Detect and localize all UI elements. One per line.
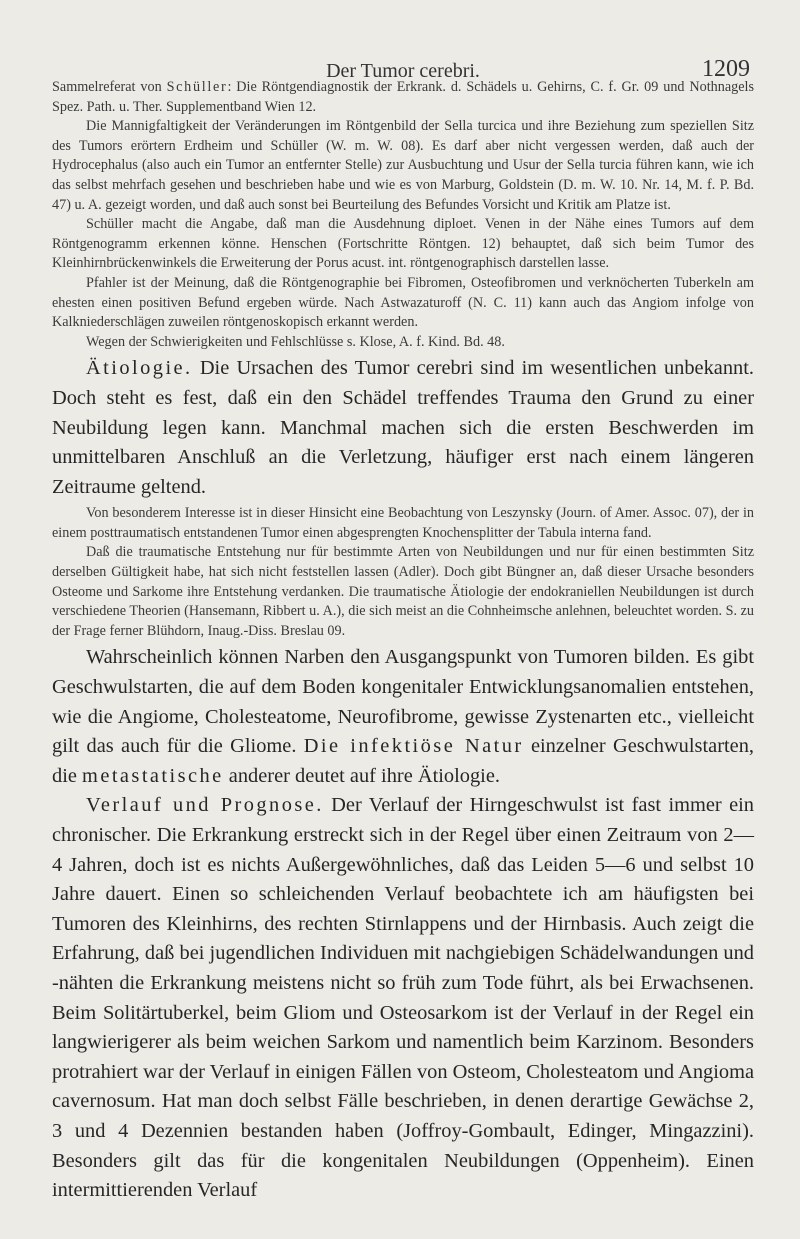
reference-lead: Sammelreferat von [52,79,162,95]
aetiologie-paragraph [52,354,754,502]
wahrscheinlich-text-middle: einzelner Geschwulstarten, die [52,735,754,787]
reference-author: Schüller [166,79,228,95]
reference-paragraph [52,78,754,117]
verlauf-text: Der Verlauf der Hirngeschwulst ist fast immer ein chronischer. Die Erkrankung erstreckt sich in der Regel über einen Zeitraum von 2—4 Jahren, doch ist es nichts Außergewöhnliches, daß das Leiden 5—6 und selbst 10 Jahre dauert. Einen so schleichenden Verlauf beobachtete ich am häufigsten bei Tumoren des Kleinhirns, des rechten Stirnlappens und der Hirnbasis. Auch zeigt die Erfahrung, daß bei jugendlichen Individuen mit nachgiebigen Schädelwandungen und -nähten die Erkrankung meistens nicht so früh zum Tode führt, als bei Erwachsenen. Beim Solitärtuberkel, beim Gliom und Osteosarkom ist der Verlauf in der Regel ein langwierigerer als beim weichen Sarkom und namentlich beim Karzinom. Besonders protrahiert war der Verlauf in einigen Fällen von Osteom, Cholesteatom und Angioma cavernosum. Hat man doch selbst Fälle beschrieben, in denen derartige Gewächse 2, 3 und 4 Dezennien bestanden haben (Joffroy-Gombault, Edinger, Mingazzini). Besonders gilt das für die kongenitalen Neubildungen (Oppenheim). Einen intermittierenden Verlauf [52,794,754,1202]
wahrscheinlich-text-after: anderer deutet auf ihre Ätiologie. [223,764,500,787]
verlauf-heading: Verlauf und Prognose. [86,794,324,817]
aetiologie-notes [52,504,754,641]
note-paragraph: Daß die traumatische Entstehung nur für bestimmte Arten von Neubildungen und nur für einen bestimmten Sitz derselben Gültigkeit habe, hat sich nicht feststellen lassen (Adler). Doch gibt Büngner an, daß dieser Ursache besonders Osteome und Sarkome ihre Entstehung verdanken. Die traumatische Ätiologie der endokraniellen Neubildungen ist durch verschiedene Theorien (Hansemann, Ribbert u. A.), die sich meist an die Cohnheimsche anlehnen, beleuchtet worden. S. zu der Frage ferner Blühdorn, Inaug.-Diss. Breslau 09. [52,544,754,639]
aetiologie-text: Die Ursachen des Tumor cerebri sind im wesentlichen unbekannt. Doch steht es fest, daß ein den Schädel treffendes Trauma den Grund zu einer Neubildung legen kann. Manchmal machen sich die ersten Beschwerden im unmittelbaren Anschluß an die Verletzung, häufiger erst nach einem längeren Zeitraume geltend. [52,357,754,498]
note-paragraph: Pfahler ist der Meinung, daß die Röntgenographie bei Fibromen, Osteofibromen und verknöcherten Tuberkeln am ehesten einen positiven Befund ergeben würde. Nach Astwazaturoff (N. C. 11) kann auch das Angiom infolge von Kalkniederschlägen zuweilen röntgenoskopisch erkannt werden. [52,274,754,331]
note-paragraph: Die Mannigfaltigkeit der Veränderungen im Röntgenbild der Sella turcica und ihre Beziehung zum speziellen Sitz des Tumors erörtern Erdheim und Schüller (W. m. W. 08). Es darf aber nicht vergessen werden, daß auch der Hydrocephalus (also auch ein Tumor an entfernter Stelle) zur Ausbuchtung und Usur der Sella turcia führen kann, wie ich das selbst mehrfach gesehen und beschrieben habe und wie es von Marburg, Goldstein (D. m. W. 10. Nr. 14, M. f. P. Bd. 47) u. A. gezeigt worden, und daß auch sonst bei Beurteilung des Befundes Vorsicht und Kritik am Platze ist. [52,118,754,213]
verlauf-paragraph [52,791,754,1205]
running-head [52,0,754,82]
note-paragraph: Schüller macht die Angabe, daß man die Ausdehnung diploet. Venen in der Nähe eines Tumors auf dem Röntgenogramm erkennen könne. Henschen (Fortschritte Röntgen. 12) behauptet, daß sich beim Tumor des Kleinhirnbrückenwinkels die Erweiterung der Porus acust. int. röntgenographisch darstellen lasse. [52,216,754,272]
page-number: 1209 [702,56,750,82]
emphasis-metastatische: metastatische [82,764,224,787]
aetiologie-heading: Ätiologie. [86,357,193,380]
running-title: Der Tumor cerebri. [326,60,480,82]
reference-text: : Die Röntgendiagnostik der Erkrank. d. Schädels u. Gehirns, C. f. Gr. 09 und Nothnagels Spez. Path. u. Ther. Supplementband Wien 12. [52,79,755,115]
wahrscheinlich-paragraph [52,643,754,791]
note-paragraph: Wegen der Schwierigkeiten und Fehlschlüsse s. Klose, A. f. Kind. Bd. 48. [86,333,505,350]
emphasis-infektioese-natur: Die infektiöse Natur [303,735,524,758]
note-paragraph: Von besonderem Interesse ist in dieser Hinsicht eine Beobachtung von Leszynsky (Journ. of Amer. Assoc. 07), der in einem posttraumatisch entstandenen Tumor einen abgesprengten Knochensplitter der Tabula interna fand. [52,505,754,541]
wahrscheinlich-text: Wahrscheinlich können Narben den Ausgangspunkt von Tumoren bilden. Es gibt Geschwulstarten, die auf dem Boden kongenitaler Entwicklungsanomalien entstehen, wie die Angiome, Cholesteatome, Neurofibrome, gewisse Zystenarten etc., vielleicht gilt das auch für die Gliome. [52,646,754,758]
reference-notes [52,78,754,352]
